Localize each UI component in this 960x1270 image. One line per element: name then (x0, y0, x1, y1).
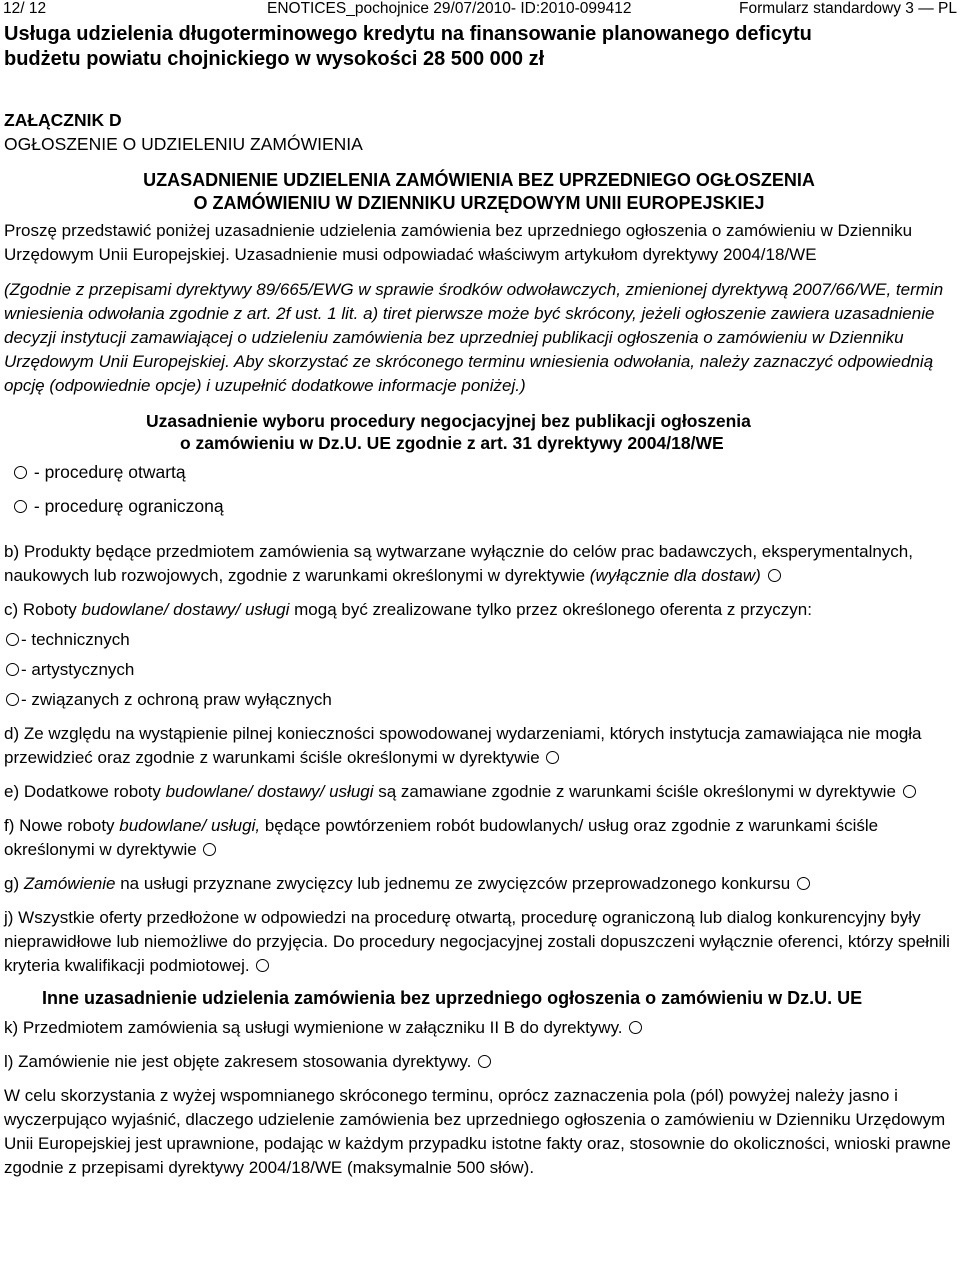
procedure-heading-line2: o zamówieniu w Dz.U. UE zgodnie z art. 31 dyrektywy 2004/18/WE (180, 433, 724, 453)
item-k (4, 1016, 954, 1040)
item-b-italic: (wyłącznie dla dostaw) (589, 566, 761, 585)
notice-id: ENOTICES_pochojnice 29/07/2010- ID:2010-099412 (267, 0, 632, 17)
item-c (4, 598, 954, 622)
note-paragraph: (Zgodnie z przepisami dyrektywy 89/665/EWG w sprawie środków odwoławczych, zmienionej dyrektywą 2007/66/WE, termin wniesienia odwołania zgodnie z art. 2f ust. 1 lit. a) tiret pierwsze może być skrócony, jeżeli ogłoszenie zawiera uzasadnienie decyzji instytucji zamawiającej o udzieleniu zamówienia bez uprzedniej publikacji ogłoszenia o zamówieniu w Dzienniku Urzędowym Unii Europejskiej. Aby skorzystać ze skróconego terminu wniesienia odwołania, należy zaznaczyć odpowiednią opcję (odpowiednie opcje) i uzupełnić dodatkowe informacje poniżej.) (4, 280, 944, 395)
item-c-post: mogą być zrealizowane tylko przez określonego oferenta z przyczyn: (289, 600, 812, 619)
section-heading-line2: O ZAMÓWIENIU W DZIENNIKU URZĘDOWYM UNII EUROPEJSKIEJ (193, 193, 765, 213)
item-g-italic: Zamówienie (23, 874, 116, 893)
radio-icon[interactable] (6, 693, 19, 706)
item-f-pre: f) Nowe roboty (4, 816, 120, 835)
doc-title-line2: budżetu powiatu chojnickiego w wysokości 28 500 000 zł (4, 48, 545, 70)
page-header (3, 0, 957, 18)
item-g (4, 872, 954, 896)
item-j (4, 906, 954, 978)
option-open-procedure[interactable] (12, 460, 186, 484)
radio-icon[interactable] (768, 569, 781, 582)
radio-icon[interactable] (546, 751, 559, 764)
option-technical[interactable] (4, 628, 954, 652)
other-justification-heading: Inne uzasadnienie udzielenia zamówienia bez uprzedniego ogłoszenia o zamówieniu w Dz.U. UE (42, 988, 863, 1008)
page-number: 12/ 12 (3, 0, 47, 17)
option-label: - związanych z ochroną praw wyłącznych (21, 690, 332, 709)
item-k-text: k) Przedmiotem zamówienia są usługi wymienione w załączniku II B do dyrektywy. (4, 1018, 623, 1037)
form-name: Formularz standardowy 3 — PL (739, 0, 957, 17)
document-body (4, 22, 954, 1180)
annex-subtitle: OGŁOSZENIE O UDZIELENIU ZAMÓWIENIA (4, 134, 363, 154)
option-label: - artystycznych (21, 660, 135, 679)
option-label: - procedurę ograniczoną (33, 496, 224, 516)
item-e (4, 780, 954, 804)
option-exclusive-rights[interactable] (4, 688, 954, 712)
option-label: - technicznych (21, 630, 130, 649)
radio-icon[interactable] (203, 843, 216, 856)
procedure-heading (146, 410, 751, 454)
item-c-pre: c) Roboty (4, 600, 82, 619)
item-d (4, 722, 954, 770)
item-l (4, 1050, 954, 1074)
radio-icon[interactable] (6, 633, 19, 646)
procedure-heading-line1: Uzasadnienie wyboru procedury negocjacyjnej bez publikacji ogłoszenia (146, 411, 751, 431)
radio-icon[interactable] (629, 1021, 642, 1034)
item-g-post: na usługi przyznane zwycięzcy lub jednemu ze zwycięzców przeprowadzonego konkursu (115, 874, 791, 893)
radio-icon[interactable] (14, 466, 27, 479)
radio-icon[interactable] (903, 785, 916, 798)
item-f-post: będące powtórzeniem robót budowlanych/ usług oraz zgodnie z warunkami ściśle określonymi w dyrektywie (4, 816, 879, 859)
radio-icon[interactable] (797, 877, 810, 890)
item-b (4, 540, 954, 588)
item-l-text: l) Zamówienie nie jest objęte zakresem stosowania dyrektywy. (4, 1052, 472, 1071)
annex-label: ZAŁĄCZNIK D (4, 110, 122, 130)
procedure-block (4, 410, 954, 530)
doc-title-line1: Usługa udzielenia długoterminowego kredytu na finansowanie planowanego deficytu (4, 23, 812, 45)
item-e-pre: e) Dodatkowe roboty (4, 782, 166, 801)
annex-block (4, 108, 954, 156)
option-label: - procedurę otwartą (33, 462, 186, 482)
final-paragraph: W celu skorzystania z wyżej wspomnianego skróconego terminu, oprócz zaznaczenia pola (pól) powyżej należy jasno i wyczerpująco wyjaśnić, dlaczego udzielenie zamówienia bez uprzedniego ogłoszenia o zamówieniu w Dzienniku Urzędowym Unii Europejskiej jest uprawnione, podając w każdym przypadku istotne fakty oraz, stosownie do okoliczności, wnioski prawne zgodnie z przepisami dyrektywy 2004/18/WE (maksymalnie 500 słów). (4, 1086, 951, 1177)
option-artistic[interactable] (4, 658, 954, 682)
item-f-italic: budowlane/ usługi, (119, 816, 261, 835)
item-e-italic: budowlane/ dostawy/ usługi (165, 782, 374, 801)
radio-icon[interactable] (256, 959, 269, 972)
radio-icon[interactable] (6, 663, 19, 676)
item-g-pre: g) (4, 874, 24, 893)
option-restricted-procedure[interactable] (12, 494, 224, 518)
radio-icon[interactable] (14, 500, 27, 513)
item-d-text: d) Ze względu na wystąpienie pilnej konieczności spowodowanej wydarzeniami, których instytucja zamawiająca nie mogła przewidzieć oraz zgodnie z warunkami ściśle określonymi w dyrektywie (4, 724, 922, 767)
intro-paragraph: Proszę przedstawić poniżej uzasadnienie udzielenia zamówienia bez uprzedniego ogłoszenia o zamówieniu w Dzienniku Urzędowym Unii Europejskiej. Uzasadnienie musi odpowiadać właściwym artykułom dyrektywy 2004/18/WE (4, 221, 913, 264)
item-c-italic: budowlane/ dostawy/ usługi (81, 600, 290, 619)
radio-icon[interactable] (478, 1055, 491, 1068)
section-heading-line1: UZASADNIENIE UDZIELENIA ZAMÓWIENIA BEZ UPRZEDNIEGO OGŁOSZENIA (143, 170, 815, 190)
item-b-text: b) Produkty będące przedmiotem zamówienia są wytwarzane wyłącznie do celów prac badawczych, eksperymentalnych, naukowych lub rozwojowych, zgodnie z warunkami określonymi w dyrektywie (4, 542, 913, 585)
item-f (4, 814, 954, 862)
item-j-text: j) Wszystkie oferty przedłożone w odpowiedzi na procedurę otwartą, procedurę ograniczoną lub dialog konkurencyjny były nieprawidłowe lub niemożliwe do przyjęcia. Do procedury negocjacyjnej zostali dopuszczeni wyłącznie oferenci, którzy spełnili kryteria kwalifikacji podmiotowej. (4, 908, 950, 975)
section-heading (4, 169, 954, 215)
item-e-post: są zamawiane zgodnie z warunkami ściśle określonymi w dyrektywie (373, 782, 896, 801)
